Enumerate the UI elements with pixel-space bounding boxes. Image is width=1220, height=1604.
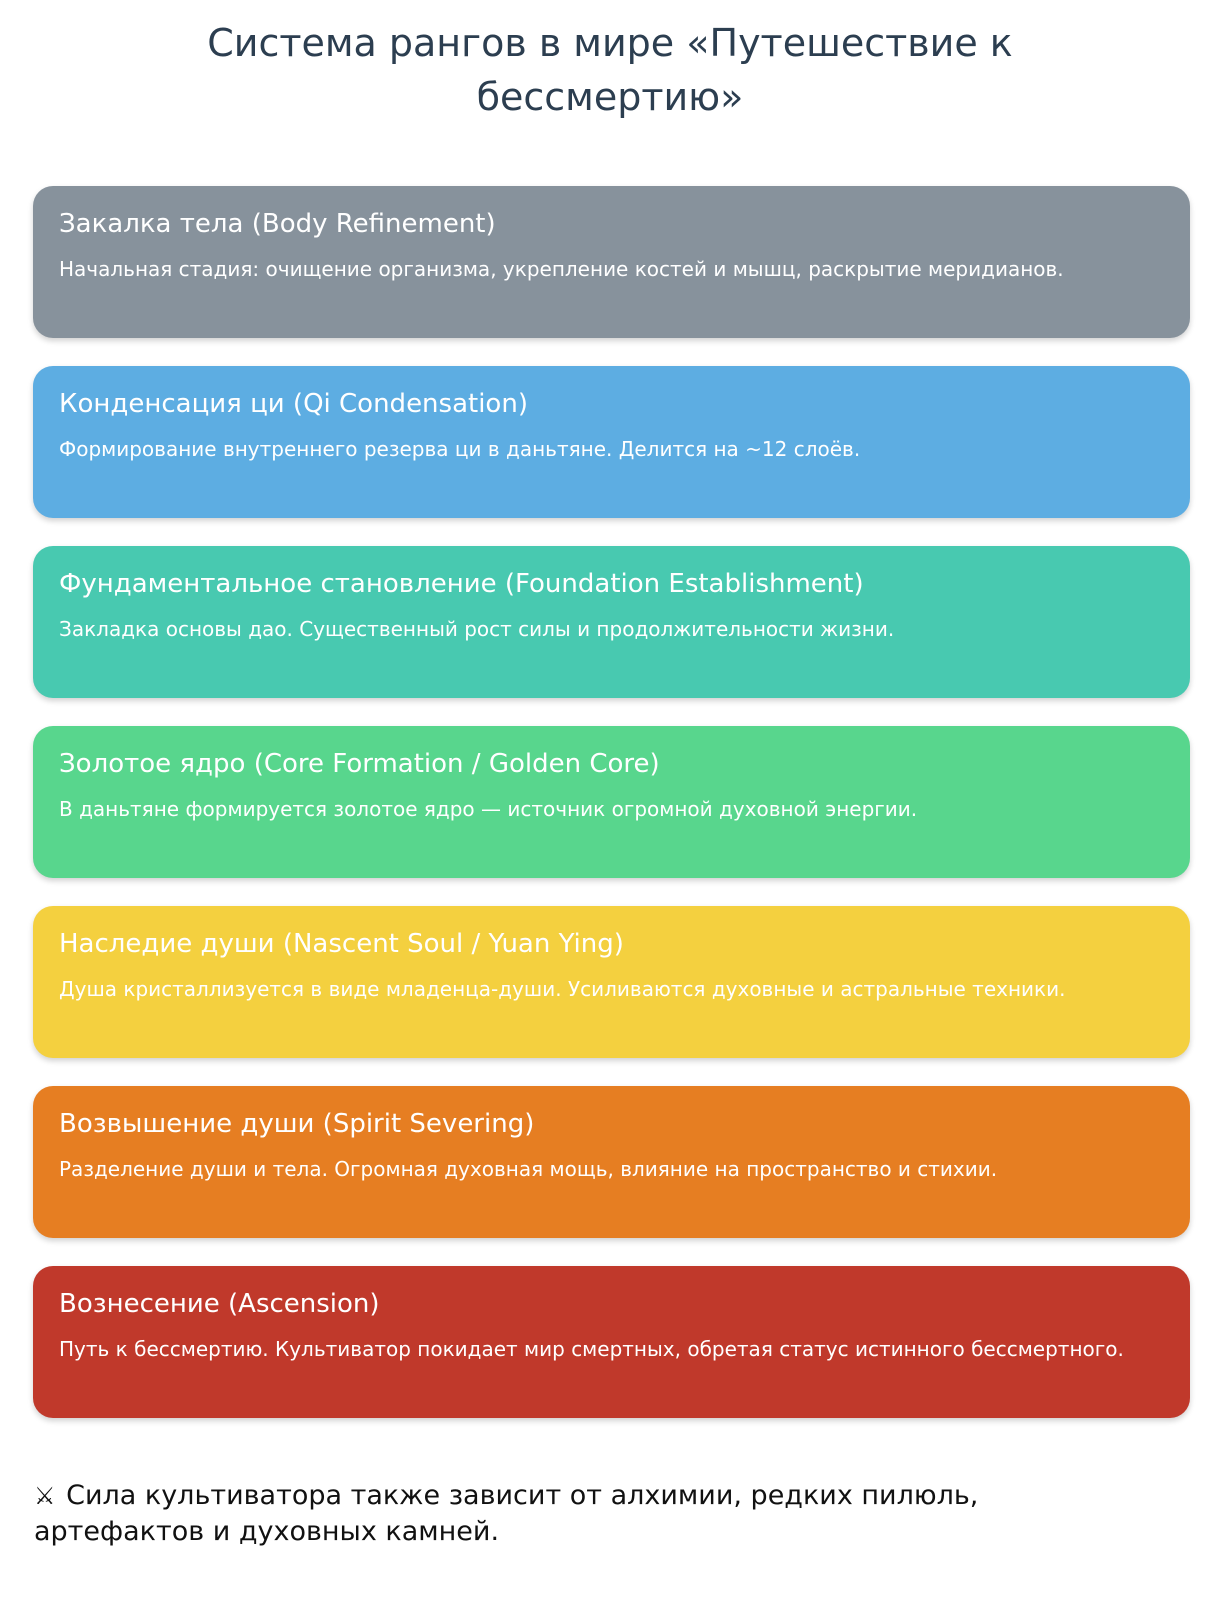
rank-description: В даньтяне формируется золотое ядро — источник огромной духовной энергии. bbox=[59, 797, 918, 821]
crossed-swords-icon: ⚔ bbox=[34, 1482, 56, 1510]
rank-card-core-formation bbox=[33, 726, 1190, 878]
rank-description: Закладка основы дао. Существенный рост силы и продолжительности жизни. bbox=[59, 617, 895, 641]
rank-card-ascension bbox=[33, 1266, 1190, 1418]
page-title: Система рангов в мире «Путешествие к бессмертию» bbox=[207, 21, 1013, 119]
rank-card-foundation-establishment bbox=[33, 546, 1190, 698]
rank-description: Формирование внутреннего резерва ци в даньтяне. Делится на ~12 слоёв. bbox=[59, 437, 861, 461]
rank-title: Вознесение (Ascension) bbox=[59, 1289, 380, 1319]
rank-card-nascent-soul bbox=[33, 906, 1190, 1058]
footnote bbox=[34, 1478, 1154, 1550]
rank-title: Закалка тела (Body Refinement) bbox=[59, 209, 496, 239]
footnote-text: Сила культиватора также зависит от алхимии, редких пилюль, артефактов и духовных камней. bbox=[34, 1480, 979, 1547]
rank-description: Душа кристаллизуется в виде младенца-души. Усиливаются духовные и астральные техники. bbox=[59, 977, 1066, 1001]
rank-card-spirit-severing bbox=[33, 1086, 1190, 1238]
rank-title: Наследие души (Nascent Soul / Yuan Ying) bbox=[59, 929, 624, 959]
rank-title: Конденсация ци (Qi Condensation) bbox=[59, 389, 528, 419]
rank-description: Путь к бессмертию. Культиватор покидает мир смертных, обретая статус истинного бессмертного. bbox=[59, 1337, 1124, 1361]
rank-list bbox=[33, 186, 1190, 1446]
rank-description: Разделение души и тела. Огромная духовная мощь, влияние на пространство и стихии. bbox=[59, 1157, 998, 1181]
rank-title: Фундаментальное становление (Foundation Establishment) bbox=[59, 569, 864, 599]
rank-card-qi-condensation bbox=[33, 366, 1190, 518]
rank-description: Начальная стадия: очищение организма, укрепление костей и мышц, раскрытие меридианов. bbox=[59, 257, 1064, 281]
rank-title: Золотое ядро (Core Formation / Golden Core) bbox=[59, 749, 660, 779]
rank-card-body-refinement bbox=[33, 186, 1190, 338]
rank-title: Возвышение души (Spirit Severing) bbox=[59, 1109, 535, 1139]
